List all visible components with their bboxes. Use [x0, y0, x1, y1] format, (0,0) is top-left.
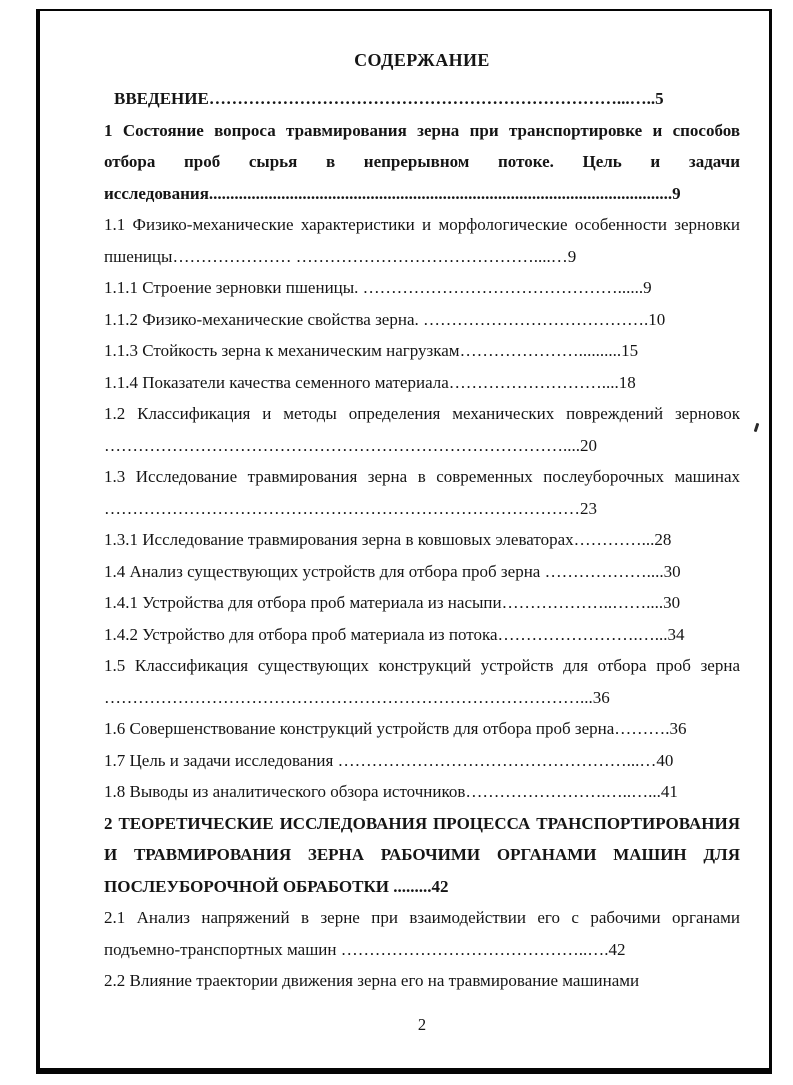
toc-content: [104, 50, 740, 1005]
toc-entry: 2.1 Анализ напряжений в зерне при взаимодействии его с рабочими органами подъемно-транспортных машин ……………………………………..….42: [104, 908, 740, 959]
toc-entry: 1.4 Анализ существующих устройств для отбора проб зерна ………………....30: [104, 561, 681, 581]
toc-entry: 1.5 Классификация существующих конструкций устройств для отбора проб зерна …………………………………………………………………………...36: [104, 656, 740, 707]
toc-entry: 2.2 Влияние траектории движения зерна его на травмирование машинами: [104, 971, 640, 990]
toc-entry: 1.1.4 Показатели качества семенного материала………………………....18: [104, 372, 636, 392]
toc-entry: 1.7 Цель и задачи исследования ……………………………………………...…40: [104, 750, 674, 770]
toc-entry: 1.2 Классификация и методы определения механических повреждений зерновок ………………………………………………………………………....20: [104, 404, 740, 455]
toc-entry: 1.4.2 Устройство для отбора проб материала из потока…………………….…...34: [104, 624, 685, 644]
toc-entry: 2 ТЕОРЕТИЧЕСКИЕ ИССЛЕДОВАНИЯ ПРОЦЕССА ТРАНСПОРТИРОВАНИЯ И ТРАВМИРОВАНИЯ ЗЕРНА РАБОЧИМИ ОРГАНАМИ МАШИН ДЛЯ ПОСЛЕУБОРОЧНОЙ ОБРАБОТКИ .........42: [104, 813, 740, 896]
toc-entry: 1 Состояние вопроса травмирования зерна при транспортировке и способов отбора проб сырья в непрерывном потоке. Цель и задачи исследования.............................................................................................................9: [104, 120, 740, 203]
toc-entry: 1.3.1 Исследование травмирования зерна в ковшовых элеваторах…………...28: [104, 530, 672, 549]
toc-entry: 1.1.1 Строение зерновки пшеницы. ………………………………………......9: [104, 278, 652, 297]
toc-list: [104, 83, 740, 997]
toc-entry: 1.4.1 Устройства для отбора проб материала из насыпи………………..……....30: [104, 593, 681, 612]
toc-entry: 1.6 Совершенствование конструкций устройств для отбора проб зерна……….36: [104, 719, 687, 738]
page-title: СОДЕРЖАНИЕ: [354, 50, 490, 70]
toc-entry: 1.8 Выводы из аналитического обзора источников…………………….…..…...41: [104, 782, 678, 801]
toc-entry: 1.1.2 Физико-механические свойства зерна. ………………………………….10: [104, 309, 666, 329]
toc-entry: 1.1.3 Стойкость зерна к механическим нагрузкам…………………..........15: [104, 341, 639, 360]
toc-entry: ВВЕДЕНИЕ………………………………………………………………...…..5: [114, 89, 664, 108]
page-number: 2: [417, 1015, 427, 1034]
toc-entry: 1.3 Исследование травмирования зерна в современных послеуборочных машинах …………………………………………………………………………23: [104, 467, 740, 518]
scan-speck: [754, 423, 760, 432]
toc-entry: 1.1 Физико-механические характеристики и морфологические особенности зерновки пшеницы………………… ……………………………………....…9: [104, 215, 740, 266]
